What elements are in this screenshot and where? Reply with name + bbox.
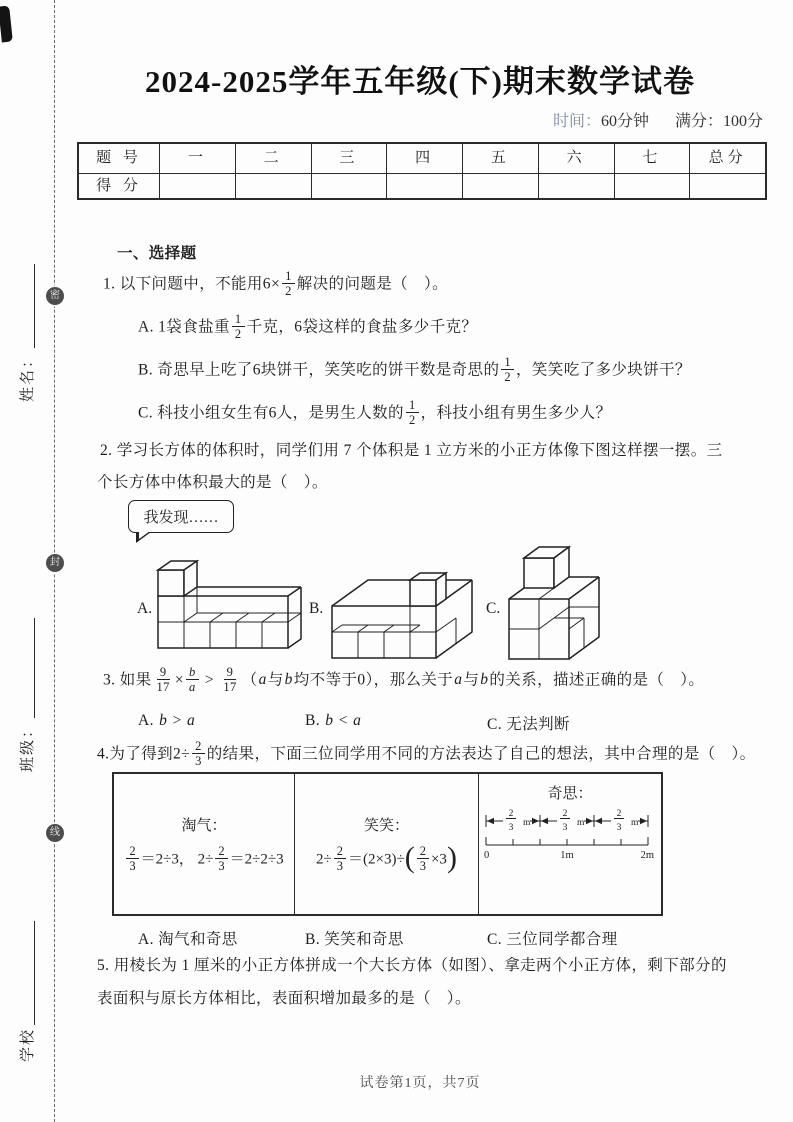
- cube-figure-a: [154, 556, 306, 656]
- name-field: [16, 244, 37, 402]
- school-blank-line: [31, 921, 35, 1025]
- tick-label-1m: 1m: [560, 850, 574, 861]
- question-3-option-c: C. 无法判断: [487, 716, 570, 733]
- name-blank-line: [31, 264, 35, 348]
- svg-text:3: 3: [562, 823, 568, 833]
- score-table: [77, 142, 767, 200]
- question-4-option-a: A. 淘气和奇思: [138, 931, 238, 948]
- score-table-score-row: [79, 173, 765, 198]
- tick-label-2m: 2m: [640, 850, 654, 861]
- score-cell: [386, 173, 462, 198]
- number-line: [482, 805, 658, 872]
- score-header-cell: 六: [538, 144, 614, 173]
- score-header-cell: 七: [614, 144, 690, 173]
- score-header-cell: 总分: [689, 144, 765, 173]
- method-formula: $\frac{2}{3}$ ＝2÷3， 2÷ $\frac{2}{3}$ ＝2÷2÷3: [124, 845, 283, 875]
- score-row-label: 得 分: [79, 173, 159, 198]
- cube-figure-label-b: B.: [309, 600, 324, 617]
- score-cell: [538, 173, 614, 198]
- speech-bubble: [128, 500, 234, 533]
- page-footer: 试卷第1页，共7页: [359, 1076, 481, 1091]
- score-header-cell: 四: [386, 144, 462, 173]
- seal-badge-feng: 封: [46, 554, 64, 572]
- question-1-stem: 1. 以下问题中，不能用6× $\frac{1}{2}$ 解决的问题是（ ）。: [103, 269, 449, 299]
- cube-figure-c: [504, 545, 644, 665]
- method-formula: 2÷ $\frac{2}{3}$ ＝(2×3)÷( $\frac{2}{3}$ ×3): [316, 840, 457, 874]
- score-cell: [689, 173, 765, 198]
- score-header-cell: 题 号: [96, 150, 142, 166]
- score-cell: [614, 173, 690, 198]
- svg-text:2: 2: [562, 809, 568, 819]
- score-cell: [462, 173, 538, 198]
- method-table: [112, 772, 663, 916]
- score-header-cell: 五: [462, 144, 538, 173]
- class-label: 班级：: [20, 720, 36, 772]
- svg-text:m: m: [577, 818, 585, 828]
- question-3-option-b: B. b < a: [305, 712, 362, 729]
- score-table-header-row: [79, 144, 765, 173]
- question-2-line1: 2. 学习长方体的体积时，同学们用 7 个体积是 1 立方米的小正方体像下图这样摆一摆。三: [100, 442, 723, 459]
- question-4-option-c: C. 三位同学都合理: [487, 931, 618, 948]
- school-field: [16, 876, 37, 1062]
- score-cell: [235, 173, 311, 198]
- question-4-option-b: B. 笑笑和奇思: [305, 931, 404, 948]
- method-cell-qisi: [478, 774, 661, 914]
- svg-text:m: m: [631, 818, 639, 828]
- full-score-label: 满分：: [674, 113, 723, 130]
- score-header-cell: 二: [235, 144, 311, 173]
- method-cell-taoqi: [114, 774, 294, 914]
- school-label: 学校: [20, 1027, 36, 1062]
- score-header-cell: 三: [311, 144, 387, 173]
- question-1-option-b: B. 奇思早上吃了6块饼干，笑笑吃的饼干数是奇思的 $\frac{1}{2}$ ，笑笑吃了多少块饼干？: [138, 355, 691, 385]
- exam-info: [553, 108, 763, 131]
- question-3-stem: 3. 如果 $\frac{9}{17}$ × $\frac{b}{a}$ > $\frac{9}{17}$ （a与b均不等于0），那么关于a与b的关系，描述正确的是（ ）。: [103, 665, 705, 695]
- class-blank-line: [31, 618, 35, 718]
- student-name: 奇思：: [547, 786, 593, 802]
- scan-artifact: [0, 6, 13, 43]
- student-name: 淘气：: [181, 817, 227, 834]
- cube-figure-b: [328, 548, 480, 662]
- class-field: [16, 586, 37, 772]
- time-label: 时间：: [552, 113, 601, 130]
- cube-figure-label-c: C.: [486, 600, 501, 617]
- time-value: 60分钟: [600, 113, 649, 130]
- tick-label-0: 0: [484, 850, 490, 861]
- name-label: 姓名：: [20, 350, 36, 402]
- question-1-option-a: A. 1袋食盐重 $\frac{1}{2}$ 千克，6袋这样的食盐多少千克？: [138, 312, 478, 342]
- seal-badge-mi: 密: [46, 287, 64, 305]
- question-1-option-c: C. 科技小组女生有6人，是男生人数的 $\frac{1}{2}$ ，科技小组有男生多少人？: [138, 398, 612, 428]
- question-5-line1: 5. 用棱长为 1 厘米的小正方体拼成一个大长方体（如图）、拿走两个小正方体，剩下部分的: [97, 957, 727, 974]
- seal-badge-xian: 线: [46, 824, 64, 842]
- segment-fraction-numerator: 2: [508, 809, 514, 819]
- question-3-option-a: A. b > a: [138, 712, 196, 729]
- score-cell: [311, 173, 387, 198]
- exam-title: 2024-2025学年五年级(下)期末数学试卷: [145, 64, 695, 99]
- svg-text:2: 2: [616, 809, 622, 819]
- cube-figure-label-a: A.: [137, 600, 153, 617]
- method-cell-xiaoxiao: [294, 774, 478, 914]
- svg-text:3: 3: [616, 823, 622, 833]
- question-5-line2: 表面积与原长方体相比，表面积增加最多的是（ ）。: [97, 990, 471, 1007]
- section-heading: 一、选择题: [117, 245, 197, 262]
- question-2-line2: 个长方体中体积最大的是（ ）。: [97, 474, 328, 491]
- student-name: 笑笑：: [363, 817, 409, 834]
- speech-bubble-text: 我发现……: [143, 510, 219, 526]
- score-header-cell: 一: [159, 144, 235, 173]
- score-cell: [159, 173, 235, 198]
- question-4-stem: 4.为了得到2÷ $\frac{2}{3}$ 的结果，下面三位同学用不同的方法表达了自己的想法，其中合理的是（ ）。: [97, 739, 756, 769]
- full-score-value: 100分: [722, 113, 763, 130]
- segment-fraction-denominator: 3: [508, 823, 514, 833]
- segment-unit: m: [523, 818, 531, 828]
